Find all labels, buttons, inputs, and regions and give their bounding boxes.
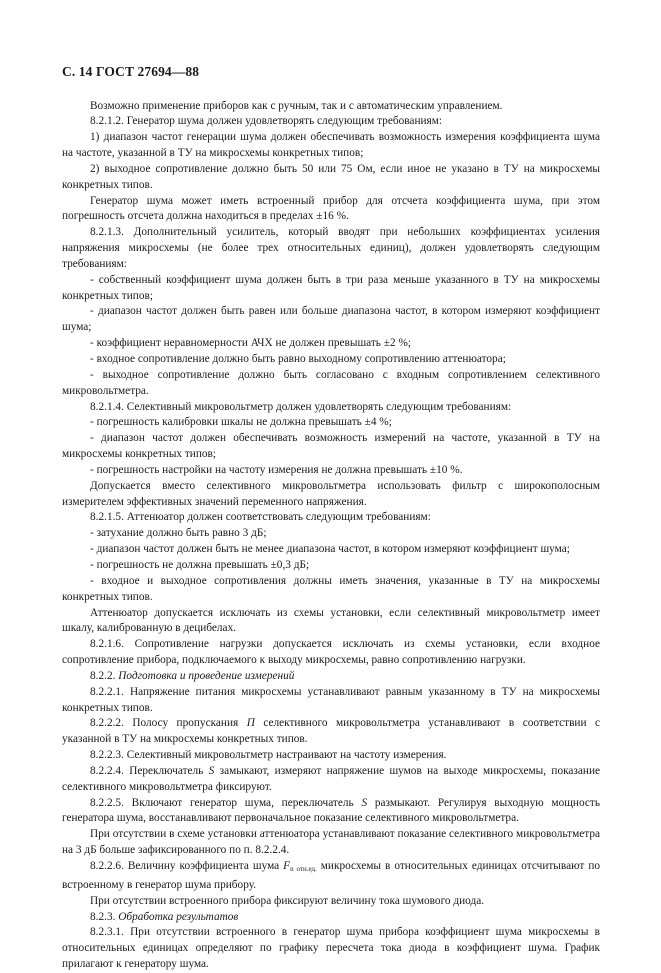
paragraph: 8.2.1.2. Генератор шума должен удовлетворять следующим требованиям: [90, 115, 443, 128]
paragraph: Допускается вместо селективного микровольтметра использовать фильтр с широкополосным измерителем эффективных значений переменного напряжения. [62, 479, 600, 508]
section-title: Обработка результатов [118, 910, 239, 923]
paragraph: - выходное сопротивление должно быть согласовано с входным сопротивлением селективного микровольтметра. [62, 368, 600, 397]
paragraph-8-2-2-2 [62, 716, 600, 748]
text: 8.2.2.5. Включают генератор шума, переключатель [90, 796, 362, 809]
paragraph: - диапазон частот должен быть не менее диапазона частот, в котором измеряют коэффициент шума; [90, 543, 570, 556]
paragraph-list [62, 99, 600, 669]
paragraph: - диапазон частот должен обеспечивать возможность измерений на частоте, указанной в ТУ на микросхемы конкретных типов; [62, 432, 600, 461]
paragraph: - диапазон частот должен быть равен или больше диапазона частот, в котором измеряют коэффициент шума; [62, 305, 600, 334]
paragraph-diode-note: При отсутствии встроенного прибора фиксируют величину тока шумового диода. [90, 894, 485, 907]
paragraph: 8.2.1.5. Аттенюатор должен соответствовать следующим требованиям: [90, 511, 431, 524]
paragraph: - погрешность калибровки шкалы не должна превышать ±4 %; [90, 416, 392, 429]
paragraph: - погрешность настройки на частоту измерения не должна превышать ±10 %. [90, 463, 463, 476]
paragraph: 2) выходное сопротивление должно быть 50 или 75 Ом, если иное не указано в ТУ на микросхемы конкретных типов. [62, 162, 600, 191]
paragraph: - собственный коэффициент шума должен быть в три раза меньше указанного в ТУ на микросхемы конкретных типов; [62, 273, 600, 302]
text: селективного микровольтметра устанавливают в соответствии с указанной в ТУ на микросхемы конкретных типов. [62, 717, 600, 746]
section-heading-8-2-3 [62, 910, 600, 926]
paragraph: Аттенюатор допускается исключать из схемы установки, если селективный микровольтметр имеет шкалу, калиброванную в децибелах. [62, 606, 600, 635]
section-number: 8.2.2. [90, 669, 116, 682]
paragraph: 8.2.1.6. Сопротивление нагрузки допускается исключать из схемы установки, если входное сопротивление прибора, подключаемого к выходу микросхемы, равно сопротивлению нагрузки. [62, 638, 600, 667]
paragraph: 8.2.1.3. Дополнительный усилитель, который вводят при небольших коэффициентах усиления напряжения микросхемы (не более трех относительных единиц), должен удовлетворять следующим требованиям: [62, 226, 600, 270]
paragraph: - коэффициент неравномерности АЧХ не должен превышать ±2 %; [90, 337, 412, 350]
text: 8.2.2.4. Переключатель [90, 764, 209, 777]
paragraph-8-2-2-5 [62, 796, 600, 828]
section-title: Подготовка и проведение измерений [118, 669, 295, 682]
section-heading-8-2-2 [62, 669, 600, 685]
paragraph-8-2-2-4 [62, 764, 600, 796]
paragraph-8-2-2-1: 8.2.2.1. Напряжение питания микросхемы устанавливают равным указанному в ТУ на микросхемы конкретных типов. [62, 685, 600, 714]
text: размыкают. Регулируя выходную мощность генератора шума, восстанавливают первоначальное показание селективного микровольтметра. [62, 796, 600, 825]
document-body [62, 99, 600, 973]
page-header: С. 14 ГОСТ 27694—88 [62, 64, 200, 79]
paragraph: 8.2.1.4. Селективный микровольтметр должен удовлетворять следующим требованиям: [90, 400, 512, 413]
paragraph: Генератор шума может иметь встроенный прибор для отсчета коэффициента шума, при этом погрешность отсчета должна находиться в пределах ±16 %. [62, 194, 600, 223]
text: замыкают, измеряют напряжение шумов на выходе микросхемы, показание селективного микровольтметра фиксируют. [62, 764, 601, 793]
section-number: 8.2.3. [90, 910, 116, 923]
paragraph: Возможно применение приборов как с ручным, так и с автоматическим управлением. [90, 99, 503, 112]
paragraph: - входное и выходное сопротивления должны иметь значения, указанные в ТУ на микросхемы конкретных типов. [62, 574, 600, 603]
paragraph-attenuator-note: При отсутствии в схеме установки аттенюатора устанавливают показание селективного микровольтметра на 3 дБ больше зафиксированного по п. 8.2.2.4. [62, 828, 600, 857]
paragraph-8-2-3-1: 8.2.3.1. При отсутствии встроенного в генератор шума прибора коэффициент шума микросхемы в относительных единицах определяют по графику пересчета тока диода в коэффициент шума. График прилагают к генератору шума. [62, 926, 600, 971]
symbol-noise-factor: F [283, 860, 291, 872]
symbol-switch: S [208, 764, 215, 777]
paragraph-8-2-2-3: 8.2.2.3. Селективный микровольтметр настраивают на частоту измерения. [90, 749, 447, 762]
paragraph-8-2-2-6 [62, 859, 600, 894]
text: 8.2.2.2. Полосу пропускания [90, 717, 247, 730]
symbol-switch: S [361, 796, 368, 809]
paragraph: - затухание должно быть равно 3 дБ; [90, 527, 267, 540]
text: 8.2.2.6. Величину коэффициента шума [90, 860, 284, 872]
paragraph: - входное сопротивление должно быть равно выходному сопротивлению аттенюатора; [90, 353, 506, 365]
paragraph: - погрешность не должна превышать ±0,3 дБ; [90, 558, 310, 571]
paragraph: 1) диапазон частот генерации шума должен обеспечивать возможность измерения коэффициента шума на частоте, указанной в ТУ на микросхемы конкретных типов; [62, 131, 600, 160]
symbol-bandwidth: П [246, 717, 255, 730]
text: микросхемы в относительных единицах отсчитывают по встроенному в генератор шума прибору. [62, 860, 601, 891]
subscript: n отн.ед. [290, 865, 317, 873]
